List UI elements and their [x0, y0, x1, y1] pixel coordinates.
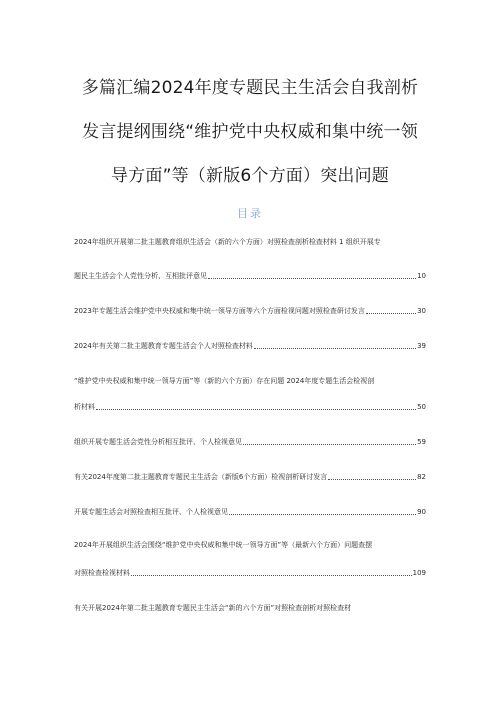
- toc-page-number: 30: [417, 307, 426, 315]
- toc-page-number: 82: [417, 473, 426, 481]
- toc-entry[interactable]: [74, 541, 426, 550]
- toc-entry-text: “维护党中央权威和集中统一领导方面”等（新的六个方面）存在问题 2024年度专题生活会检视剖: [74, 377, 375, 385]
- toc-entry-text: 2024年开展组织生活会围绕“维护党中央权威和集中统一领导方面”等（最新六个方面）问题查摆: [74, 541, 373, 549]
- toc-leader: [328, 479, 416, 480]
- toc-leader: [254, 348, 416, 349]
- toc-entry[interactable]: [74, 438, 426, 447]
- doc-title-line-2: 发言提纲围绕“维护党中央权威和集中统一领: [82, 122, 418, 142]
- toc-entry[interactable]: [74, 377, 426, 386]
- toc-entry[interactable]: [74, 508, 426, 517]
- toc-entry-text: 2024年组织开展第二批主题教育组织生活会（新的六个方面）对照检查剖析检查材料 1 组织开展专: [74, 238, 381, 246]
- toc-entry-text: 有关2024年度第二批主题教育专题民主生活会（新版6个方面）检视剖析研讨发言: [74, 473, 328, 481]
- toc-entry-text: 题民主生活会个人党性分析、互相批评意见: [74, 272, 207, 280]
- toc-entry[interactable]: [74, 604, 426, 613]
- toc-leader: [131, 575, 412, 576]
- toc-heading: 目录: [237, 207, 263, 220]
- toc-page-number: 10: [417, 272, 426, 280]
- toc-entry-text: 析材料: [74, 403, 95, 411]
- toc-entry-text: 对照检查检视材料: [74, 569, 130, 577]
- toc-entry[interactable]: [74, 307, 426, 316]
- toc-page-number: 90: [417, 508, 426, 516]
- toc-entry-text: 2023年专题生活会维护党中央权威和集中统一领导方面等六个方面检视问题对照检查研讨发言: [74, 307, 365, 315]
- doc-title-line-3: 导方面”等（新版6个方面）突出问题: [110, 166, 390, 186]
- toc-entry[interactable]: [74, 342, 426, 351]
- toc-entry[interactable]: [74, 473, 426, 482]
- toc-entry[interactable]: [74, 569, 426, 578]
- toc-entry-text: 有关开展2024年第二批主题教育专题民主生活会“新的六个方面”对照检查剖析对照检查材: [74, 604, 352, 612]
- toc-page-number: 59: [417, 438, 426, 446]
- toc-entry[interactable]: [74, 272, 426, 281]
- toc-entry[interactable]: [74, 238, 426, 247]
- toc-entry[interactable]: [74, 403, 426, 412]
- toc-leader: [208, 278, 416, 279]
- toc-leader: [243, 444, 416, 445]
- toc-page-number: 109: [412, 569, 426, 577]
- toc-page-number: 50: [417, 403, 426, 411]
- toc-leader: [96, 409, 416, 410]
- toc-leader: [229, 514, 416, 515]
- toc-entry-text: 开展专题生活会对照检查相互批评、个人检视意见: [74, 508, 228, 516]
- toc-entry-text: 2024年有关第二批主题教育专题生活会个人对照检查材料: [74, 342, 253, 350]
- toc-page-number: 39: [417, 342, 426, 350]
- toc-entry-text: 组织开展专题生活会党性分析相互批评、个人检视意见: [74, 438, 242, 446]
- doc-title-line-1: 多篇汇编2024年度专题民主生活会自我剖析: [81, 78, 419, 98]
- toc-leader: [366, 313, 416, 314]
